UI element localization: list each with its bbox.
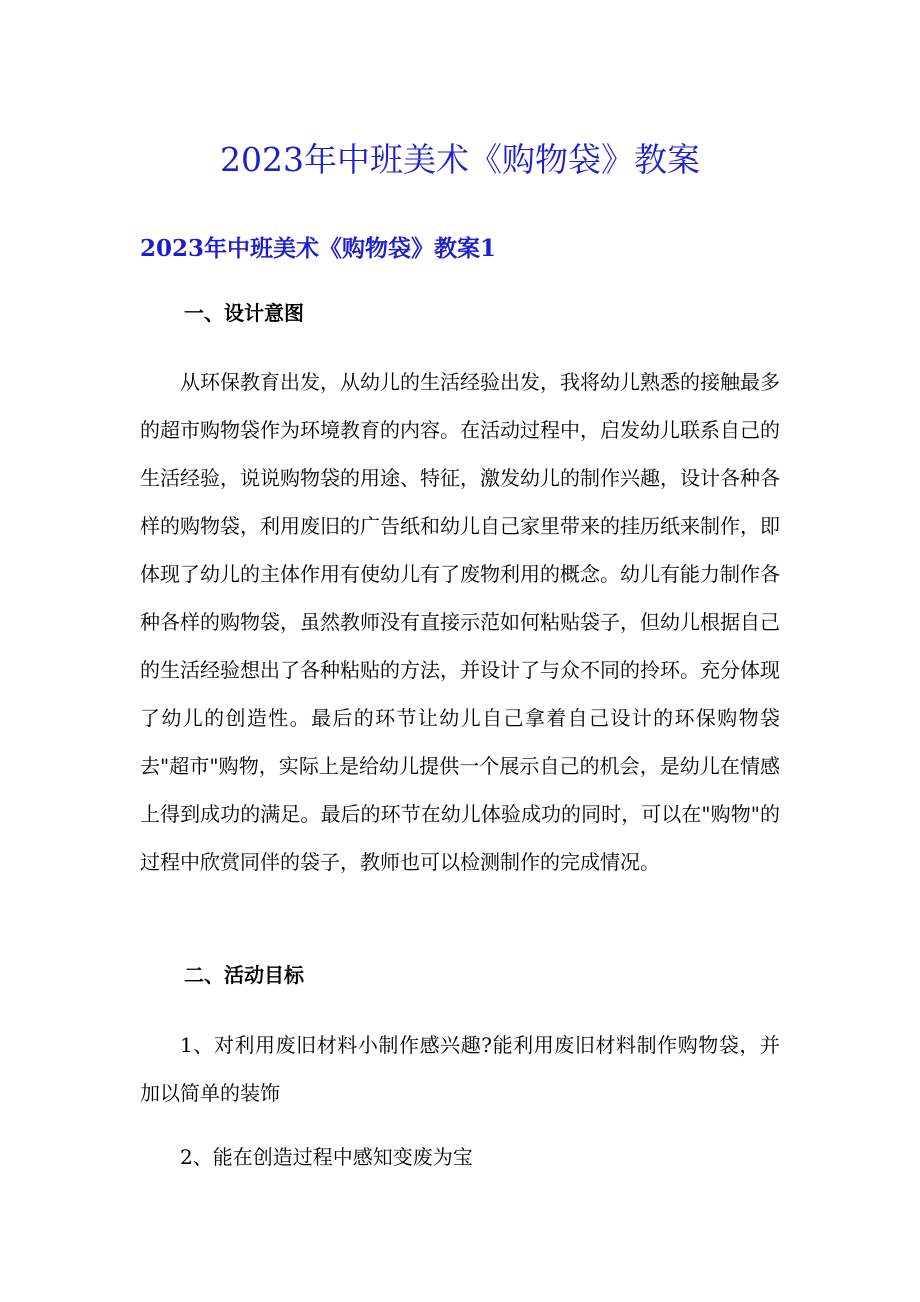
document-title: 2023年中班美术《购物袋》教案 bbox=[220, 140, 700, 179]
goal-item-2: 2、能在创造过程中感知变废为宝 bbox=[180, 1145, 473, 1169]
design-intent-paragraph: 从环保教育出发，从幼儿的生活经验出发，我将幼儿熟悉的接触最多的超市购物袋作为环境教育的内容。在活动过程中，启发幼儿联系自己的生活经验，说说购物袋的用途、特征，激发幼儿的制作兴趣，设计各种各样的购物袋，利用废旧的广告纸和幼儿自己家里带来的挂历纸来制作，即体现了幼儿的主体作用有使幼儿有了废物利用的概念。幼儿有能力制作各种各样的购物袋，虽然教师没有直接示范如何粘贴袋子，但幼儿根据自己的生活经验想出了各种粘贴的方法，并设计了与众不同的拎环。充分体现了幼儿的创造性。最后的环节让幼儿自己拿着自己设计的环保购物袋去"超市"购物，实际上是给幼儿提供一个展示自己的机会，是幼儿在情感上得到成功的满足。最后的环节在幼儿体验成功的同时，可以在"购物"的过程中欣赏同伴的袋子，教师也可以检测制作的完成情况。 bbox=[140, 370, 780, 874]
section-title: 2023年中班美术《购物袋》教案1 bbox=[140, 235, 497, 262]
activity-goals-heading: 二、活动目标 bbox=[184, 963, 304, 987]
design-intent-heading: 一、设计意图 bbox=[184, 301, 304, 325]
goal-item-1: 1、对利用废旧材料小制作感兴趣?能利用废旧材料制作购物袋，并加以简单的装饰 bbox=[140, 1033, 780, 1105]
